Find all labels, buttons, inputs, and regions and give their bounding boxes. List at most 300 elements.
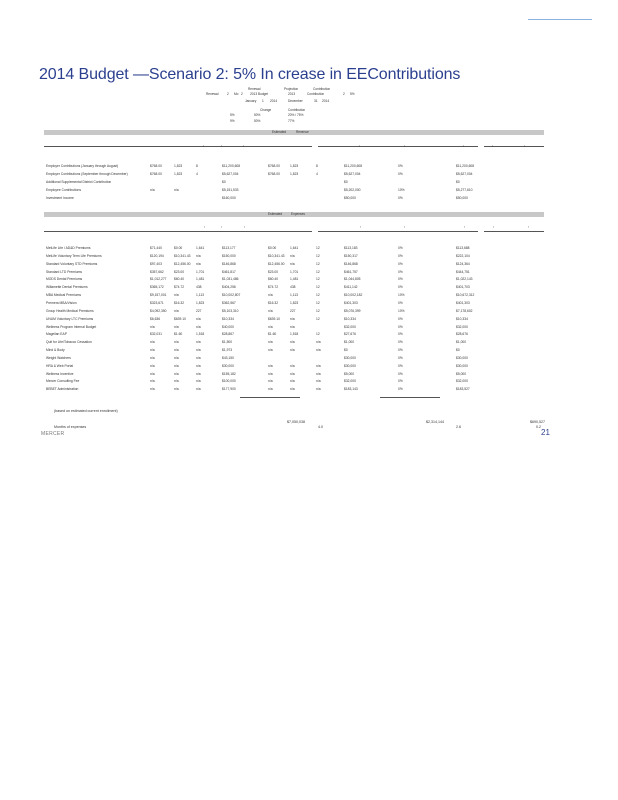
- column-marker: ': [404, 144, 405, 149]
- row-cell: 0%: [398, 261, 403, 266]
- row-label: HRA & Web Portal: [46, 363, 74, 368]
- param-head: Contribution: [288, 108, 306, 112]
- row-label: Mercer Consulting Fee: [46, 379, 80, 384]
- row-cell: $10,341.43: [268, 253, 285, 258]
- row-cell: $50,000: [456, 196, 468, 200]
- row-label: Employer Contributions (January through August): [46, 164, 119, 168]
- column-marker: ': [492, 144, 493, 149]
- column-marker: ': [404, 225, 405, 230]
- row-cell: $411,142: [344, 285, 358, 290]
- row-cell: 1,823: [174, 172, 183, 176]
- row-label: Weight Watchers: [46, 355, 71, 360]
- row-cell: n/a: [174, 293, 179, 298]
- row-cell: $5,627,004: [456, 172, 473, 176]
- row-cell: $0: [344, 348, 348, 353]
- row-cell: $12,456.00: [268, 261, 285, 266]
- summary-months-label: Months of expenses: [54, 425, 87, 429]
- param-head: 5%: [350, 92, 355, 96]
- row-cell: $222,104: [456, 253, 470, 258]
- row-cell: n/a: [290, 316, 295, 321]
- row-label: Wellness Program Internal Budget: [46, 324, 97, 329]
- row-cell: $50,000: [344, 196, 356, 200]
- row-cell: 1,823: [174, 164, 183, 168]
- row-cell: 1,641: [290, 246, 299, 250]
- row-cell: n/a: [150, 355, 155, 360]
- table-row: [46, 253, 544, 260]
- row-cell: $74.72: [268, 285, 279, 290]
- summary-total: $690,527: [530, 420, 545, 424]
- row-cell: n/a: [316, 379, 321, 384]
- table-row: [46, 245, 544, 252]
- row-cell: n/a: [150, 379, 155, 384]
- row-label: Magellan EAP: [46, 332, 67, 337]
- row-cell: 8: [316, 164, 318, 168]
- row-cell: n/a: [290, 387, 295, 392]
- row-cell: 227: [196, 308, 202, 313]
- table-row: [46, 378, 544, 385]
- row-cell: 12: [316, 253, 320, 258]
- row-cell: n/a: [174, 348, 179, 353]
- row-cell: 1,823: [290, 300, 299, 305]
- row-cell: 12: [316, 261, 320, 266]
- row-label: BEBET Administration: [46, 387, 79, 392]
- column-group-rule: [484, 146, 544, 147]
- column-group-rule: [318, 231, 478, 232]
- row-label: Mind & Body: [46, 348, 65, 353]
- row-cell: n/a: [268, 371, 273, 376]
- row-cell: $10,002,182: [344, 293, 363, 298]
- table-row: [46, 284, 544, 291]
- param-head: Renewal: [206, 92, 219, 96]
- row-cell: 0%: [398, 196, 403, 200]
- row-cell: $768.00: [268, 172, 280, 176]
- row-cell: $32,000: [344, 379, 356, 384]
- column-group-rule: [484, 231, 544, 232]
- row-cell: $10,334: [456, 316, 468, 321]
- row-cell: $444,751: [456, 269, 470, 274]
- summary-rule: [380, 397, 440, 398]
- row-cell: 0%: [398, 371, 403, 376]
- param-head: 2: [227, 92, 229, 96]
- row-cell: $1,031,486: [222, 277, 239, 282]
- row-cell: 10%: [398, 188, 405, 192]
- row-cell: $9,157,001: [150, 293, 167, 298]
- summary-total: $7,050,038: [287, 420, 305, 424]
- table-row: [46, 292, 544, 299]
- param-value: 20% / 75%: [288, 113, 304, 117]
- revenue-section-band: [44, 130, 544, 135]
- row-cell: 12: [316, 246, 320, 250]
- table-row: [46, 355, 544, 362]
- row-cell: $30,000: [222, 363, 234, 368]
- row-label: Group Health Medical Premiums: [46, 308, 94, 313]
- row-label: UNUM Voluntary LTC Premiums: [46, 316, 94, 321]
- row-cell: $12,456.00: [174, 261, 191, 266]
- row-cell: $23.00: [268, 269, 279, 274]
- row-cell: 12: [316, 293, 320, 298]
- param-value: 9%: [230, 119, 235, 123]
- summary-months: 0.2: [536, 425, 541, 429]
- band-label: Expenses: [291, 212, 305, 216]
- row-cell: n/a: [150, 371, 155, 376]
- revenue-column-markers: [44, 141, 544, 153]
- row-cell: $461,757: [344, 269, 358, 274]
- row-cell: $160,000: [222, 196, 236, 200]
- column-marker: ': [243, 144, 244, 149]
- row-cell: 0%: [398, 355, 403, 360]
- row-cell: n/a: [174, 355, 179, 360]
- band-label: Estimated: [272, 130, 287, 134]
- row-cell: 0%: [398, 387, 403, 392]
- row-cell: 10%: [398, 308, 405, 313]
- row-cell: $155,182: [222, 371, 236, 376]
- row-cell: 0%: [398, 300, 403, 305]
- table-row: [46, 316, 544, 323]
- row-cell: $1,012,277: [150, 277, 167, 282]
- row-cell: $16.32: [268, 300, 279, 305]
- table-row: [46, 261, 544, 268]
- row-label: MetLife Life / AD&D Premiums: [46, 246, 91, 250]
- row-cell: $183,527: [456, 387, 470, 392]
- row-cell: n/a: [268, 340, 273, 345]
- row-cell: 1,113: [290, 293, 299, 298]
- row-label: Willamette Dental Premiums: [46, 285, 88, 290]
- column-marker: ': [221, 144, 222, 149]
- page-number: 21: [541, 428, 550, 437]
- row-cell: 0%: [398, 324, 403, 329]
- row-cell: $30,000: [344, 363, 356, 368]
- row-cell: $10,672,312: [456, 293, 475, 298]
- row-cell: $357,662: [150, 269, 164, 274]
- row-label: MetLife Voluntary Term Life Premiums: [46, 253, 102, 258]
- column-marker: ': [360, 225, 361, 230]
- row-cell: 0%: [398, 379, 403, 384]
- row-cell: 0%: [398, 277, 403, 282]
- page-title: 2014 Budget —Scenario 2: 5% In crease in EEContributions: [39, 66, 461, 83]
- column-marker: ': [524, 144, 525, 149]
- column-group-rule: [318, 146, 478, 147]
- row-cell: $10,334: [222, 316, 234, 321]
- row-cell: $0.00: [174, 246, 183, 250]
- row-cell: 4: [316, 172, 318, 176]
- column-marker: ': [463, 144, 464, 149]
- row-cell: $4,092,350: [150, 308, 167, 313]
- table-row: [46, 179, 544, 186]
- row-cell: 12: [316, 332, 320, 337]
- table-row: [46, 363, 544, 370]
- row-cell: $30,000: [456, 363, 468, 368]
- row-cell: $639.10: [174, 316, 186, 321]
- row-label: Additional Supplemental District Contribution: [46, 180, 112, 184]
- column-marker: ': [359, 144, 360, 149]
- row-cell: 1,518: [196, 332, 205, 337]
- row-cell: n/a: [316, 340, 321, 345]
- row-cell: $401,303: [344, 300, 358, 305]
- row-cell: n/a: [290, 324, 295, 329]
- row-cell: 12: [316, 269, 320, 274]
- row-cell: n/a: [196, 355, 201, 360]
- row-cell: $183,143: [344, 387, 358, 392]
- row-cell: n/a: [196, 371, 201, 376]
- column-marker: ': [528, 225, 529, 230]
- row-cell: n/a: [196, 324, 201, 329]
- row-cell: $0: [344, 180, 348, 184]
- row-cell: n/a: [196, 348, 201, 353]
- row-cell: n/a: [174, 188, 179, 192]
- row-cell: 0%: [398, 172, 403, 176]
- row-cell: $362,567: [222, 300, 236, 305]
- row-cell: n/a: [150, 387, 155, 392]
- row-cell: $5,202,000: [344, 188, 361, 192]
- column-marker: ': [203, 144, 204, 149]
- row-cell: 12: [316, 277, 320, 282]
- row-cell: 0%: [398, 340, 403, 345]
- row-cell: n/a: [174, 379, 179, 384]
- param-head: 1: [262, 99, 264, 103]
- column-marker: ': [221, 225, 222, 230]
- summary-months: 4.0: [318, 425, 323, 429]
- row-label: Standard Voluntary STD Premiums: [46, 261, 98, 266]
- param-head: Change: [260, 108, 272, 112]
- row-cell: $7,178,602: [456, 308, 473, 313]
- row-cell: 10%: [398, 293, 405, 298]
- row-cell: $100,000: [222, 379, 236, 384]
- row-cell: $28,867: [222, 332, 234, 337]
- row-cell: n/a: [316, 387, 321, 392]
- row-cell: n/a: [268, 387, 273, 392]
- row-cell: $32,000: [456, 324, 468, 329]
- summary-note: (based on estimated current enrollment): [54, 409, 118, 413]
- row-cell: 1,823: [196, 300, 205, 305]
- row-cell: 0%: [398, 285, 403, 290]
- row-cell: n/a: [290, 379, 295, 384]
- row-cell: 12: [316, 316, 320, 321]
- row-cell: 0%: [398, 269, 403, 274]
- row-cell: 0%: [398, 316, 403, 321]
- row-cell: $30,000: [456, 355, 468, 360]
- param-head: 2013 Budget: [250, 92, 269, 96]
- row-cell: $113,183: [344, 246, 358, 250]
- row-cell: $5,627,004: [344, 172, 361, 176]
- row-cell: n/a: [150, 340, 155, 345]
- row-cell: $60.40: [174, 277, 185, 282]
- row-cell: 0%: [398, 164, 403, 168]
- row-cell: n/a: [150, 324, 155, 329]
- row-cell: $32,000: [344, 324, 356, 329]
- row-cell: 438: [196, 285, 202, 290]
- row-cell: $27,676: [344, 332, 356, 337]
- row-cell: $0: [222, 180, 226, 184]
- table-row: [46, 331, 544, 338]
- row-cell: $5,277,610: [456, 188, 473, 192]
- row-label: Quit for Life/Tobacco Cessation: [46, 340, 92, 345]
- expense-column-markers: [44, 224, 544, 236]
- row-cell: 12: [316, 285, 320, 290]
- band-label: Estimated: [268, 212, 283, 216]
- row-cell: $1.60: [174, 332, 183, 337]
- table-row: [46, 269, 544, 276]
- row-cell: n/a: [268, 293, 273, 298]
- row-cell: $146,868: [344, 261, 358, 266]
- row-cell: n/a: [150, 348, 155, 353]
- table-row: [46, 300, 544, 307]
- row-cell: $401,703: [456, 285, 470, 290]
- row-cell: n/a: [150, 188, 155, 192]
- table-row: [46, 371, 544, 378]
- row-cell: $43,150: [222, 355, 234, 360]
- row-label: Investment Income: [46, 196, 74, 200]
- row-cell: $768.00: [150, 164, 162, 168]
- row-cell: $768.00: [150, 172, 162, 176]
- row-cell: $113,177: [222, 246, 236, 250]
- row-cell: 0%: [398, 363, 403, 368]
- row-cell: 0%: [398, 332, 403, 337]
- row-cell: $60.40: [268, 277, 279, 282]
- row-cell: $10,334: [344, 316, 356, 321]
- row-cell: $461,817: [222, 269, 236, 274]
- row-label: Premera MBA/Vision: [46, 300, 77, 305]
- row-cell: n/a: [290, 363, 295, 368]
- row-cell: $1,500: [222, 340, 233, 345]
- param-head: 2: [241, 92, 243, 96]
- column-group-rule: [44, 231, 312, 232]
- column-marker: ': [464, 225, 465, 230]
- row-cell: $10,002,807: [222, 293, 241, 298]
- row-cell: 4: [196, 172, 198, 176]
- row-cell: $401,303: [456, 300, 470, 305]
- row-cell: n/a: [290, 261, 295, 266]
- row-cell: 1,481: [196, 277, 205, 282]
- row-cell: n/a: [196, 379, 201, 384]
- row-cell: $11,200,608: [456, 164, 475, 168]
- row-cell: 1,518: [290, 332, 299, 337]
- row-cell: $404,256: [222, 285, 236, 290]
- row-cell: n/a: [290, 340, 295, 345]
- column-marker: ': [493, 225, 494, 230]
- row-cell: n/a: [174, 340, 179, 345]
- row-cell: $74.72: [174, 285, 185, 290]
- row-cell: $1,000: [344, 340, 355, 345]
- summary-months: 2.6: [456, 425, 461, 429]
- row-cell: 1,113: [196, 293, 205, 298]
- param-value: 5%: [230, 113, 235, 117]
- row-label: Employee Contributions: [46, 188, 82, 192]
- expense-section-band: [44, 212, 544, 217]
- row-cell: 1,701: [290, 269, 299, 274]
- row-cell: 0%: [398, 348, 403, 353]
- table-row: [46, 347, 544, 354]
- table-row: [46, 386, 544, 393]
- row-label: Employer Contributions (September through December): [46, 172, 128, 176]
- row-cell: $32,000: [456, 379, 468, 384]
- row-cell: $1,022,143: [456, 277, 473, 282]
- table-row: [46, 324, 544, 331]
- row-cell: n/a: [290, 253, 295, 258]
- row-cell: 438: [290, 285, 296, 290]
- row-cell: n/a: [268, 308, 273, 313]
- row-cell: 0%: [398, 253, 403, 258]
- row-cell: $16.32: [174, 300, 185, 305]
- row-cell: n/a: [196, 363, 201, 368]
- param-head: December: [288, 99, 303, 103]
- row-cell: n/a: [268, 379, 273, 384]
- column-group-rule: [44, 146, 312, 147]
- param-value: 77%: [288, 119, 295, 123]
- param-head: Contribution: [313, 87, 331, 91]
- row-cell: $768.00: [268, 164, 280, 168]
- row-cell: 8: [196, 164, 198, 168]
- row-cell: $124,364: [456, 261, 470, 266]
- row-cell: $323,671: [150, 300, 164, 305]
- row-cell: $1.60: [268, 332, 277, 337]
- table-row: [46, 171, 544, 178]
- row-label: MODS Dental Premiums: [46, 277, 83, 282]
- row-cell: n/a: [150, 363, 155, 368]
- param-head: Projection: [284, 87, 299, 91]
- top-accent-line: [528, 19, 592, 20]
- row-cell: $97,403: [150, 261, 162, 266]
- row-cell: 227: [290, 308, 296, 313]
- row-label: Standard LTD Premiums: [46, 269, 83, 274]
- param-value: 50%: [254, 113, 261, 117]
- row-cell: $30,000: [344, 355, 356, 360]
- param-head: 2013: [288, 92, 296, 96]
- table-row: [46, 339, 544, 346]
- row-cell: $0.00: [268, 246, 277, 250]
- param-value: 50%: [254, 119, 261, 123]
- row-cell: n/a: [196, 261, 201, 266]
- summary-total: $2,314,144: [426, 420, 444, 424]
- row-cell: n/a: [174, 324, 179, 329]
- row-cell: 1,481: [290, 277, 299, 282]
- row-cell: 1,823: [290, 164, 299, 168]
- table-row: [46, 195, 544, 202]
- row-cell: $11,200,608: [344, 164, 363, 168]
- row-cell: n/a: [174, 371, 179, 376]
- row-cell: $11,200,608: [222, 164, 241, 168]
- row-cell: n/a: [196, 253, 201, 258]
- row-label: MBA Medical Premiums: [46, 293, 81, 298]
- row-cell: $5,076,399: [344, 308, 361, 313]
- row-cell: $23.00: [174, 269, 185, 274]
- row-label: Wellness Incentive: [46, 371, 74, 376]
- row-cell: $40,000: [222, 324, 234, 329]
- row-cell: 0%: [398, 246, 403, 250]
- row-cell: 1,641: [196, 246, 205, 250]
- param-head: 2014: [270, 99, 278, 103]
- row-cell: $5,000: [456, 371, 467, 376]
- row-cell: $5,627,004: [222, 172, 239, 176]
- row-cell: n/a: [196, 340, 201, 345]
- row-cell: $5,000: [344, 371, 355, 376]
- row-cell: n/a: [290, 348, 295, 353]
- param-head: Mo: [234, 92, 239, 96]
- table-row: [46, 163, 544, 170]
- row-cell: $1,973: [222, 348, 233, 353]
- row-cell: $146,868: [222, 261, 236, 266]
- row-cell: $10,341.43: [174, 253, 191, 258]
- band-label: Revenue: [296, 130, 309, 134]
- row-cell: n/a: [196, 387, 201, 392]
- row-cell: n/a: [316, 348, 321, 353]
- row-cell: $1,000: [456, 340, 467, 345]
- row-cell: $0: [456, 180, 460, 184]
- row-cell: n/a: [316, 363, 321, 368]
- row-cell: $32,031: [150, 332, 162, 337]
- table-row: [46, 187, 544, 194]
- row-cell: n/a: [174, 363, 179, 368]
- row-cell: n/a: [174, 308, 179, 313]
